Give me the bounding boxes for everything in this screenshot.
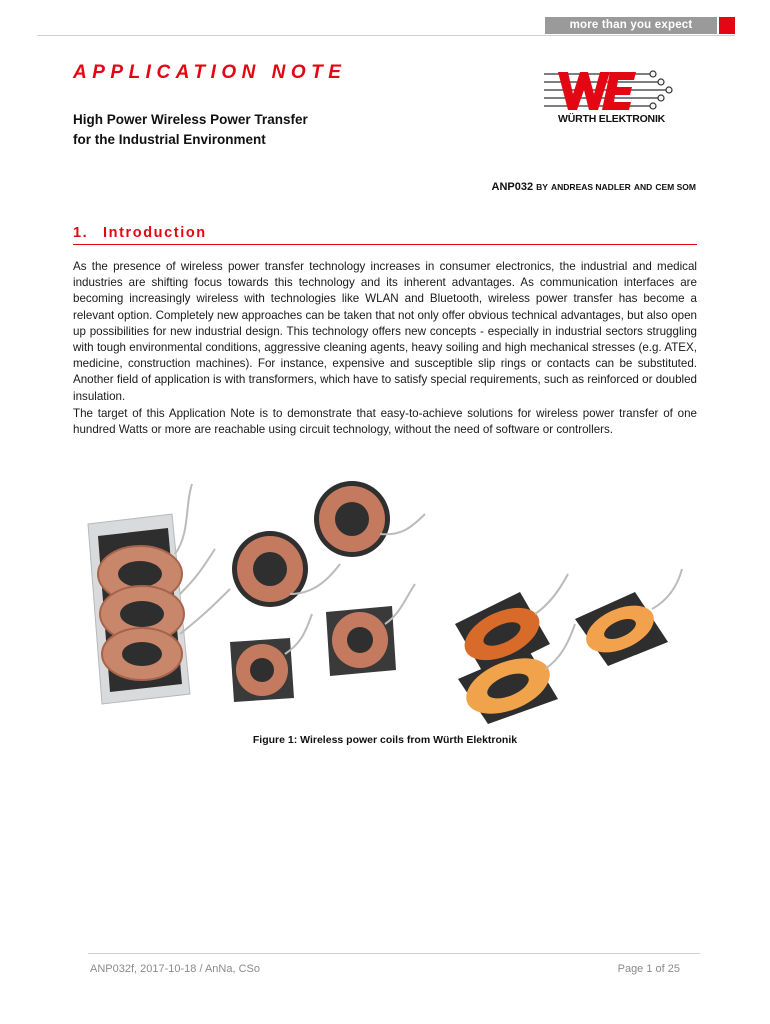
section-heading [73,225,697,245]
footer-doc-reference: ANP032f, 2017-10-18 / AnNa, CSo [90,963,260,975]
coil-rect-3 [575,569,682,666]
wireless-coils-figure [80,474,690,724]
tagline: more than you expect [569,19,693,31]
coil-square-1 [230,614,312,702]
author-2: CEM SOM [655,182,696,192]
document-title [73,110,308,150]
intro-paragraph-1: As the presence of wireless power transfer technology increases in consumer electronics, the industrial and medical industries are shifting focus towards this technology and its inherent advantages. As communication interfaces are becoming increasingly wireless with technologies like WLAN and Bluetooth, wireless power transfer has become a relevant option. Completely new approaches can be taken that not only offer obvious technical advantages, but also open up possibilities for new industrial design. This technology offers new concepts - especially in industrial sectors struggling with tough environmental conditions, aggressive cleaning agents, heavy soiling and high mechanical stresses (e.g. ATEX, medicine, construction machines). For instance, expensive and susceptible slip rings or contacts can be substituted. Another field of application is with transformers, which have to satisfy special requirements, such as reinforced or doubled insulation. [73,260,697,403]
byline [426,181,696,193]
document-title-line1: High Power Wireless Power Transfer [73,112,308,127]
document-title-line2: for the Industrial Environment [73,132,266,147]
footer-divider [88,953,700,954]
author-1: ANDREAS NADLER [551,182,631,192]
byline-by: BY [536,182,548,192]
byline-and: AND [633,182,653,192]
coil-round-2 [314,481,425,557]
logo-wordmark: WÜRTH ELEKTRONIK [558,113,666,125]
tagline-accent [719,17,735,34]
document-code: ANP032 [491,181,534,193]
application-note-heading: APPLICATION NOTE [73,62,347,83]
footer-page-number: Page 1 of 25 [617,963,680,975]
intro-paragraph-2: The target of this Application Note is to demonstrate that easy-to-achieve solutions for wireless power transfer of one hundred Watts or more are reachable using circuit technology, without the need of software or controllers. [73,407,697,437]
coil-square-2 [326,584,415,676]
coil-plate-large [88,484,230,704]
header-divider [37,35,735,36]
figure-caption: Figure 1: Wireless power coils from Würth Elektronik [252,734,518,746]
section-title: Introduction [103,225,207,241]
section-number: 1. [73,225,89,241]
